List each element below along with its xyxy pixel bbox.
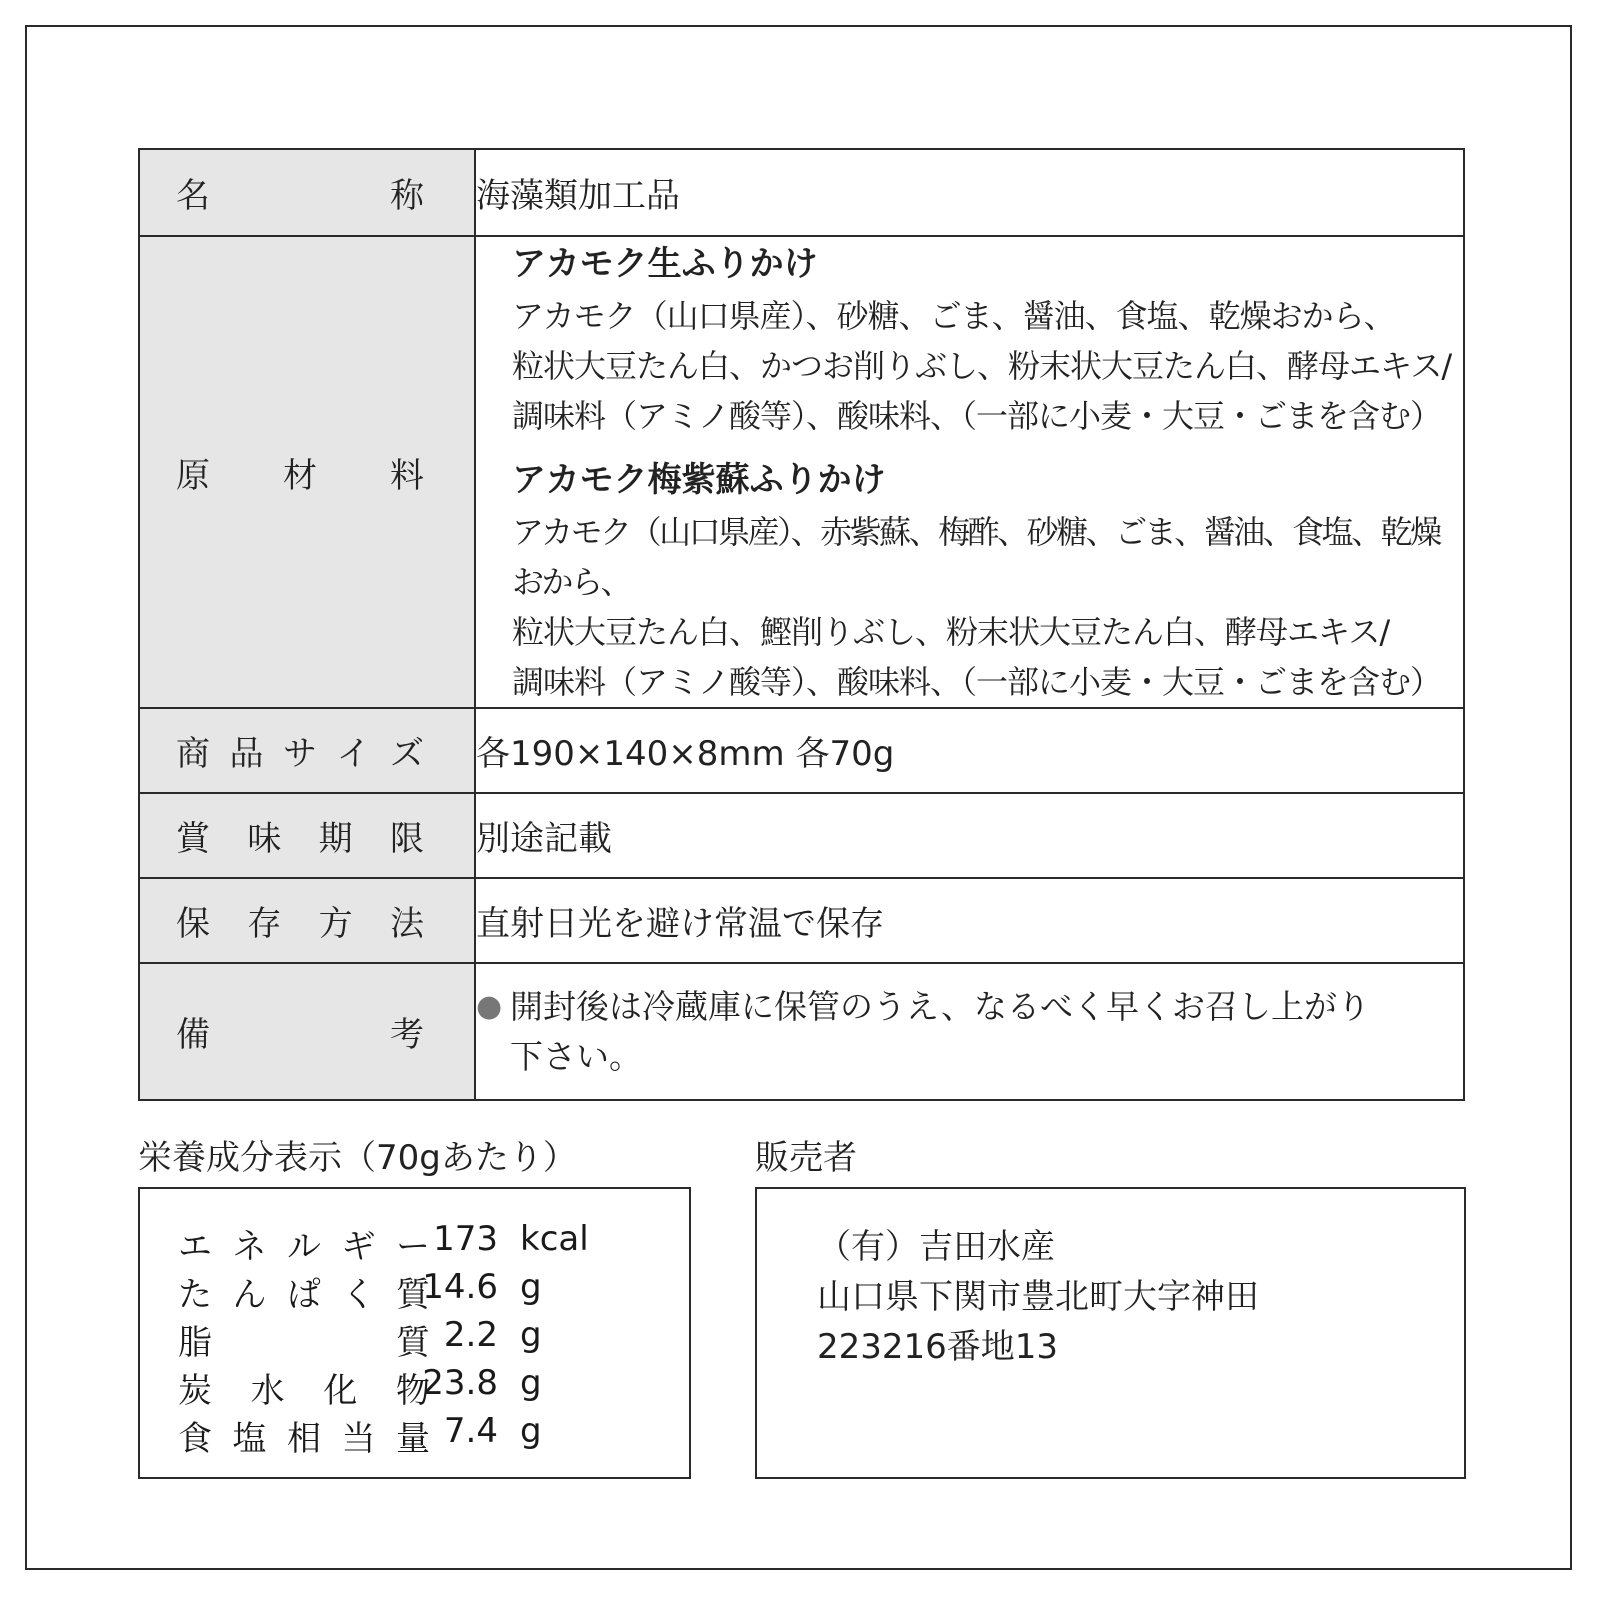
note-line: 下さい。 — [510, 1036, 642, 1076]
value-size: 各190×140×8mm 各70g — [475, 708, 1464, 793]
label-char: 方 — [318, 904, 353, 944]
seller-box — [755, 1187, 1466, 1479]
row-ingredients — [139, 236, 1464, 708]
label-char: 相 — [287, 1419, 321, 1459]
label-char: 当 — [341, 1419, 376, 1459]
nutrition-unit: g — [520, 1411, 542, 1451]
product-title-ume: アカモク梅紫蘇ふりかけ — [512, 460, 886, 500]
label-char: 炭 — [178, 1371, 212, 1411]
label-char: 水 — [250, 1371, 285, 1411]
label-char: 備 — [176, 1015, 210, 1055]
product-spec-table — [138, 148, 1465, 1101]
label-char: 味 — [247, 819, 282, 859]
nutrition-row-energy — [178, 1219, 658, 1267]
nutrition-unit: kcal — [520, 1219, 589, 1259]
nutrition-unit: g — [520, 1267, 542, 1307]
ingredient-line: 粒状大豆たん白、鰹削りぶし、粉末状大豆たん白、酵母エキス/ — [512, 613, 1390, 651]
row-name — [139, 149, 1464, 236]
row-size — [139, 708, 1464, 793]
ingredient-line: 調味料（アミノ酸等）、酸味料、（一部に小麦・大豆・ごまを含む） — [512, 663, 1442, 701]
label-char: ぱ — [287, 1275, 321, 1315]
nutrition-unit: g — [520, 1315, 542, 1355]
label-char: 法 — [389, 904, 424, 944]
label-char: ル — [287, 1227, 321, 1267]
value-ingredients — [475, 236, 1464, 708]
label-char: 名 — [176, 176, 210, 216]
note-line: 開封後は冷蔵庫に保管のうえ、なるべく早くお召し上がり — [510, 986, 1370, 1026]
nutrition-value: 14.6 — [422, 1267, 498, 1307]
row-notes — [139, 963, 1464, 1100]
label-char: 塩 — [232, 1419, 267, 1459]
seller-title: 販売者 — [755, 1138, 857, 1178]
label-cell-storage — [139, 878, 475, 963]
value-name: 海藻類加工品 — [475, 149, 1464, 236]
seller-address-number: 223216番地13 — [817, 1327, 1059, 1367]
nutrition-title: 栄養成分表示（70gあたり） — [138, 1138, 577, 1178]
label-cell-ingredients — [139, 236, 475, 708]
label-char: 質 — [396, 1323, 430, 1363]
label-char: 品 — [229, 734, 264, 774]
label-char: イ — [336, 734, 371, 774]
label-char: ん — [232, 1275, 267, 1315]
label-cell-name — [139, 149, 475, 236]
label-char: 賞 — [176, 819, 210, 859]
row-storage — [139, 878, 1464, 963]
label-char: 期 — [318, 819, 353, 859]
ingredient-line: 粒状大豆たん白、かつお削りぶし、粉末状大豆たん白、酵母エキス/ — [512, 347, 1452, 385]
label-char: 化 — [323, 1371, 358, 1411]
nutrition-row-fat — [178, 1315, 658, 1363]
nutrition-value: 2.2 — [443, 1315, 498, 1355]
bullet-icon: ● — [476, 988, 503, 1024]
seller-company: （有）吉田水産 — [817, 1227, 1055, 1267]
label-char: 存 — [247, 904, 282, 944]
ingredient-line: アカモク（山口県産）、砂糖、ごま、醤油、食塩、乾燥おから、 — [512, 297, 1395, 335]
label-char: 食 — [178, 1419, 212, 1459]
label-cell-size — [139, 708, 475, 793]
ingredient-line: 調味料（アミノ酸等）、酸味料、（一部に小麦・大豆・ごまを含む） — [512, 397, 1442, 435]
label-char: サ — [283, 734, 317, 774]
label-cell-notes — [139, 963, 475, 1100]
label-char: 脂 — [178, 1323, 212, 1363]
nutrition-row-carbohydrate — [178, 1363, 658, 1411]
row-shelf-life — [139, 793, 1464, 878]
label-char: 量 — [396, 1419, 430, 1459]
label-char: 原 — [176, 455, 210, 496]
label-char: ー — [396, 1227, 430, 1267]
label-char: 考 — [390, 1015, 424, 1055]
label-char: 商 — [176, 734, 210, 774]
label-char: 称 — [390, 176, 424, 216]
value-shelf-life: 別途記載 — [475, 793, 1464, 878]
label-char: 材 — [283, 455, 317, 496]
nutrition-value: 173 — [433, 1219, 498, 1259]
label-char: く — [341, 1275, 376, 1315]
label-char: 料 — [390, 455, 424, 496]
seller-address: 山口県下関市豊北町大字神田 — [817, 1277, 1259, 1317]
nutrition-value: 23.8 — [422, 1363, 498, 1403]
nutrition-value: 7.4 — [443, 1411, 498, 1451]
ingredient-line: アカモク（山口県産）、赤紫蘇、梅酢、砂糖、ごま、醤油、食塩、乾燥おから、 — [512, 513, 1440, 601]
label-char: た — [178, 1275, 212, 1315]
value-notes — [475, 963, 1464, 1100]
label-cell-shelf-life — [139, 793, 475, 878]
label-char: 質 — [396, 1275, 430, 1315]
nutrition-row-protein — [178, 1267, 658, 1315]
label-char: 限 — [389, 819, 424, 859]
nutrition-unit: g — [520, 1363, 542, 1403]
label-char: ズ — [390, 734, 424, 774]
label-char: 物 — [395, 1371, 430, 1411]
label-char: エ — [178, 1227, 212, 1267]
label-char: ギ — [341, 1227, 376, 1267]
label-char: ネ — [232, 1227, 267, 1267]
value-storage: 直射日光を避け常温で保存 — [475, 878, 1464, 963]
nutrition-row-salt — [178, 1411, 658, 1459]
product-title-nama: アカモク生ふりかけ — [512, 244, 818, 284]
nutrition-box — [138, 1187, 691, 1479]
label-char: 保 — [176, 904, 210, 944]
